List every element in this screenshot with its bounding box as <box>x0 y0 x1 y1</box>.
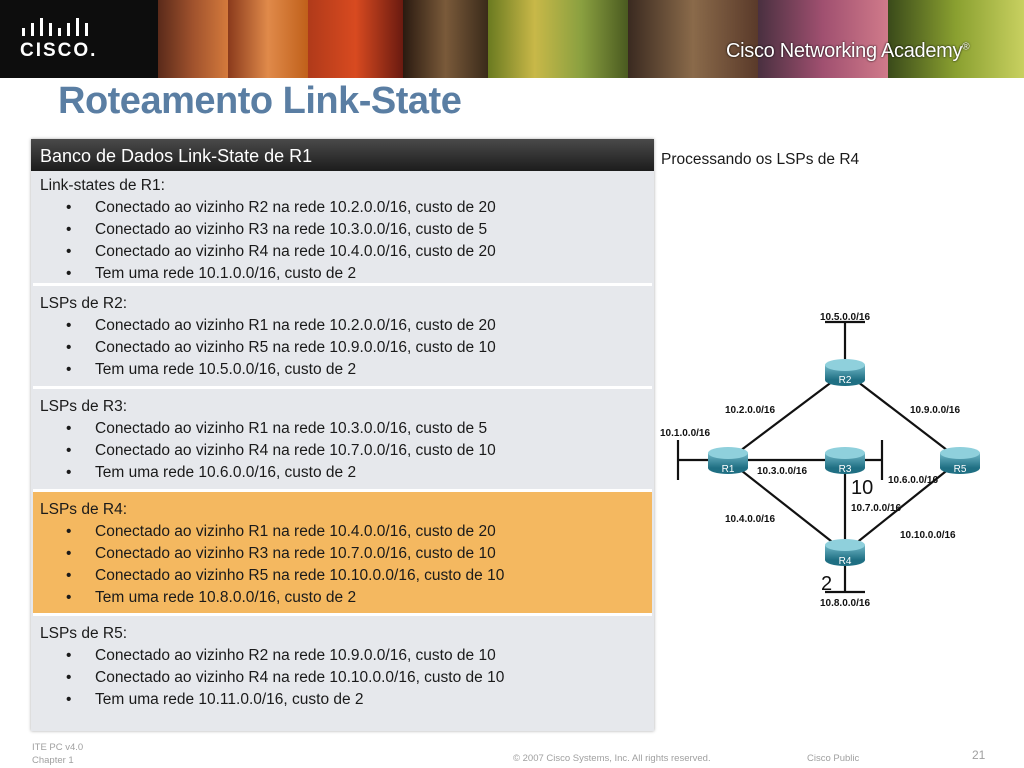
section-heading: LSPs de R2: <box>40 295 128 312</box>
list-item: • Conectado ao vizinho R1 na rede 10.4.0.0/16, custo de 20 <box>33 521 652 543</box>
list-item: • Conectado ao vizinho R4 na rede 10.10.0.0/16, custo de 10 <box>33 667 652 689</box>
section-r1 <box>33 171 652 286</box>
network-label: 10.5.0.0/16 <box>819 312 871 323</box>
banner-photo-5 <box>488 0 628 78</box>
network-label: 10.9.0.0/16 <box>910 405 961 416</box>
footer-copyright: © 2007 Cisco Systems, Inc. All rights reserved. <box>513 753 711 764</box>
cisco-bars-icon <box>22 18 92 38</box>
cisco-logo-text: CISCO. <box>20 40 98 61</box>
router-r2 <box>825 359 865 386</box>
router-label: R4 <box>838 556 852 567</box>
list-item: • Tem uma rede 10.6.0.0/16, custo de 2 <box>33 462 652 484</box>
list-item: • Conectado ao vizinho R2 na rede 10.9.0.0/16, custo de 10 <box>33 645 652 667</box>
panel-header: Banco de Dados Link-State de R1 <box>31 139 654 171</box>
academy-wordmark: Cisco Networking Academy® <box>726 40 970 62</box>
diagram-title: Processando os LSPs de R4 <box>661 151 860 168</box>
network-label: 10.2.0.0/16 <box>725 405 776 416</box>
list-item: • Tem uma rede 10.8.0.0/16, custo de 2 <box>33 587 652 609</box>
banner-photo-1 <box>158 0 228 78</box>
list-item: • Tem uma rede 10.1.0.0/16, custo de 2 <box>33 263 652 285</box>
list-item: • Conectado ao vizinho R5 na rede 10.10.0.0/16, custo de 10 <box>33 565 652 587</box>
banner-photo-7 <box>758 0 888 78</box>
cisco-logo <box>0 0 158 78</box>
list-item: • Conectado ao vizinho R3 na rede 10.7.0.0/16, custo de 10 <box>33 543 652 565</box>
link-r1-r2 <box>728 372 845 460</box>
network-label: 10.6.0.0/16 <box>888 475 939 486</box>
network-label: 10.10.0.0/16 <box>900 530 956 541</box>
list-item: • Conectado ao vizinho R4 na rede 10.7.0.0/16, custo de 10 <box>33 440 652 462</box>
list-item: • Tem uma rede 10.5.0.0/16, custo de 2 <box>33 359 652 381</box>
banner-photo-4 <box>403 0 488 78</box>
router-r3 <box>825 447 865 475</box>
cost-label: 10 <box>851 477 874 499</box>
network-label: 10.4.0.0/16 <box>725 514 776 525</box>
router-label: R1 <box>721 464 735 475</box>
router-r5 <box>940 447 980 475</box>
network-topology-diagram <box>660 300 1010 620</box>
footer-version: ITE PC v4.0 <box>32 742 84 753</box>
router-label: R3 <box>838 464 852 475</box>
footer-chapter: Chapter 1 <box>32 755 74 766</box>
banner-photo-2 <box>228 0 308 78</box>
banner-photo-3 <box>308 0 403 78</box>
section-r2 <box>33 286 652 389</box>
cost-label: 2 <box>821 573 833 595</box>
router-r1 <box>708 447 748 475</box>
page-title: Roteamento Link-State <box>58 80 462 122</box>
list-item: • Conectado ao vizinho R2 na rede 10.2.0.0/16, custo de 20 <box>33 197 652 219</box>
section-r3 <box>33 389 652 492</box>
link-r2-r5 <box>845 372 960 460</box>
router-r4 <box>825 539 865 567</box>
section-heading: LSPs de R3: <box>40 398 128 415</box>
list-item: • Tem uma rede 10.11.0.0/16, custo de 2 <box>33 689 652 711</box>
section-heading: LSPs de R4: <box>40 501 128 518</box>
network-label: 10.1.0.0/16 <box>660 428 711 439</box>
link-state-database-panel <box>31 139 654 731</box>
section-r5 <box>33 616 652 715</box>
section-r4-highlighted <box>33 492 652 616</box>
footer-classification: Cisco Public <box>807 753 860 764</box>
banner-photo-8 <box>888 0 1024 78</box>
page-number: 21 <box>972 748 986 762</box>
list-item: • Conectado ao vizinho R1 na rede 10.3.0.0/16, custo de 5 <box>33 418 652 440</box>
list-item: • Conectado ao vizinho R3 na rede 10.3.0.0/16, custo de 5 <box>33 219 652 241</box>
network-label: 10.3.0.0/16 <box>757 466 808 477</box>
list-item: • Conectado ao vizinho R5 na rede 10.9.0.0/16, custo de 10 <box>33 337 652 359</box>
list-item: • Conectado ao vizinho R1 na rede 10.2.0.0/16, custo de 20 <box>33 315 652 337</box>
network-label: 10.7.0.0/16 <box>851 503 902 514</box>
header-banner <box>0 0 1024 78</box>
router-label: R2 <box>838 375 852 386</box>
banner-photo-6 <box>628 0 758 78</box>
section-heading: LSPs de R5: <box>40 625 128 642</box>
section-heading: Link-states de R1: <box>40 177 165 194</box>
router-label: R5 <box>953 464 967 475</box>
network-label: 10.8.0.0/16 <box>819 598 871 609</box>
footer-course <box>32 741 83 767</box>
list-item: • Conectado ao vizinho R4 na rede 10.4.0.0/16, custo de 20 <box>33 241 652 263</box>
